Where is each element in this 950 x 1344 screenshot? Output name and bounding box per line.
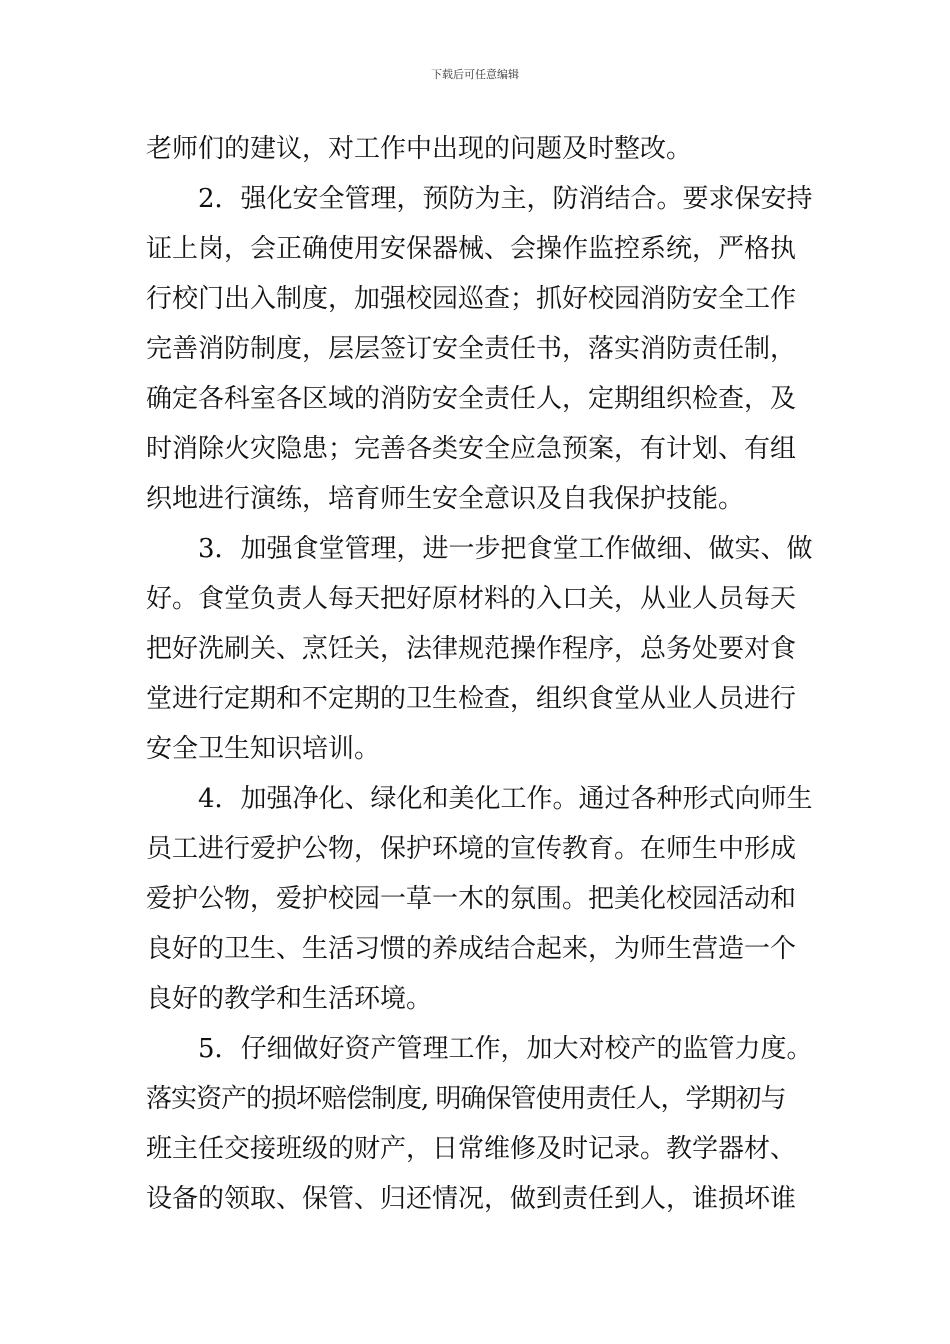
- text-line: 爱护公物，爱护校园一草一木的氛围。把美化校园活动和: [146, 884, 797, 914]
- paragraph-5-start: 5．仔细做好资产管理工作，加大对校产的监管力度。: [198, 1034, 813, 1064]
- text-line: 行校门出入制度，加强校园巡查；抓好校园消防安全工作: [146, 284, 797, 314]
- text-line: 良好的教学和生活环境。: [146, 984, 433, 1014]
- paragraph-2-start: 2．强化安全管理，预防为主，防消结合。要求保安持: [198, 184, 813, 214]
- text-line: 设备的领取、保管、归还情况，做到责任到人，谁损坏谁: [146, 1184, 797, 1214]
- paragraph-3-start: 3．加强食堂管理，进一步把食堂工作做细、做实、做: [198, 534, 813, 564]
- text-line: 员工进行爱护公物，保护环境的宣传教育。在师生中形成: [146, 834, 797, 864]
- page-header: 下载后可任意编辑: [431, 68, 519, 81]
- text-line: 确定各科室各区域的消防安全责任人，定期组织检查，及: [146, 384, 797, 414]
- text-line: 老师们的建议，对工作中出现的问题及时整改。: [146, 134, 693, 164]
- text-line: 好。食堂负责人每天把好原材料的入口关，从业人员每天: [146, 584, 797, 614]
- text-line: 落实资产的损坏赔偿制度, 明确保管使用责任人，学期初与: [146, 1084, 786, 1114]
- text-line: 安全卫生知识培训。: [146, 734, 381, 764]
- text-line: 完善消防制度，层层签订安全责任书，落实消防责任制，: [146, 334, 797, 364]
- text-line: 堂进行定期和不定期的卫生检查，组织食堂从业人员进行: [146, 684, 797, 714]
- paragraph-4-start: 4．加强净化、绿化和美化工作。通过各种形式向师生: [198, 784, 813, 814]
- text-line: 良好的卫生、生活习惯的养成结合起来，为师生营造一个: [146, 934, 797, 964]
- text-line: 时消除火灾隐患；完善各类安全应急预案，有计划、有组: [146, 434, 797, 464]
- document-body: [146, 124, 813, 1224]
- text-line: 把好洗刷关、烹饪关，法律规范操作程序，总务处要对食: [146, 634, 797, 664]
- text-line: 织地进行演练，培育师生安全意识及自我保护技能。: [146, 484, 745, 514]
- text-line: 证上岗，会正确使用安保器械、会操作监控系统，严格执: [146, 234, 797, 264]
- text-line: 班主任交接班级的财产，日常维修及时记录。教学器材、: [146, 1134, 797, 1164]
